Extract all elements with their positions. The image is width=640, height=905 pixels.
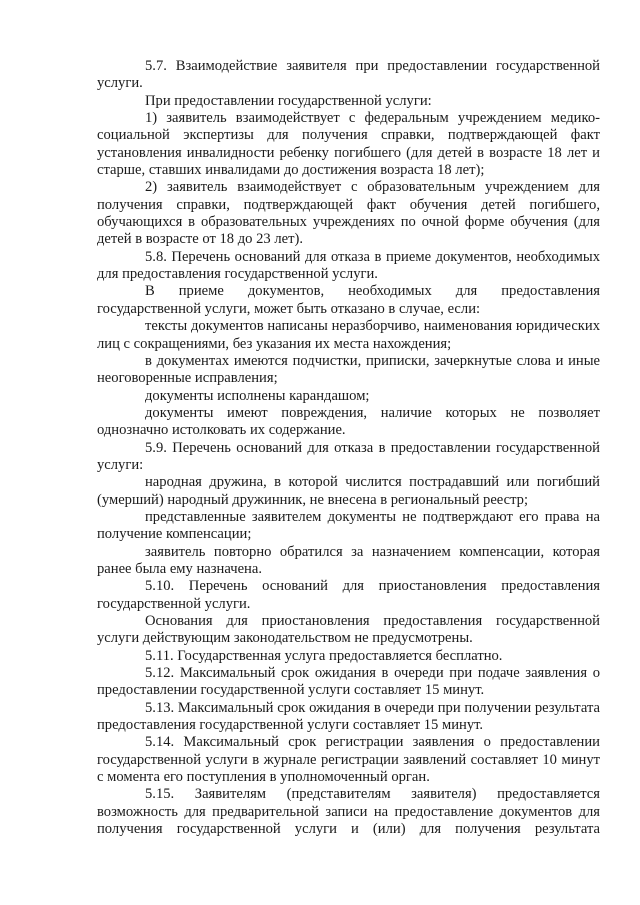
list-item-2: 2) заявитель взаимодействует с образовательным учреждением для получения справки, подтверждающей факт обучения детей погибшего, обучающихся в образовательных учреждениях по очной форме обучения (для детей в возрасте от 18 до 23 лет). <box>97 179 600 248</box>
paragraph-refusal-intro: В приеме документов, необходимых для предоставления государственной услуги, может быть отказано в случае, если: <box>97 283 600 317</box>
paragraph-5-11: 5.11. Государственная услуга предоставляется бесплатно. <box>145 647 503 664</box>
paragraph-5-12: 5.12. Максимальный срок ожидания в очереди при подаче заявления о предоставлении государственной услуги составляет 15 минут. <box>97 665 600 699</box>
list-item-1: 1) заявитель взаимодействует с федеральным учреждением медико-социальной экспертизы для получения справки, подтверждающей факт установления инвалидности ребенку погибшего (для детей в возрасте 18 лет и старше, ставших инвалидами до достижения возраста 18 лет); <box>97 110 600 179</box>
denial-reason-documents: представленные заявителем документы не подтверждают его права на получение компенсации; <box>97 508 600 543</box>
paragraph-5-14: 5.14. Максимальный срок регистрации заявления о предоставлении государственной услуги в журнале регистрации заявлений составляет 10 минут с момента его поступления в уполномоченный орган. <box>97 734 600 786</box>
paragraph-5-10: 5.10. Перечень оснований для приостановления предоставления государственной услуги. <box>97 578 600 612</box>
paragraph-5-9: 5.9. Перечень оснований для отказа в предоставлении государственной услуги: <box>97 439 600 473</box>
paragraph-5-8: 5.8. Перечень оснований для отказа в приеме документов, необходимых для предоставления государственной услуги. <box>97 248 600 283</box>
refusal-reason-pencil: документы исполнены карандашом; <box>145 387 370 404</box>
refusal-reason-erasures: в документах имеются подчистки, приписки, зачеркнутые слова и иные неоговоренные исправления; <box>97 352 600 387</box>
refusal-reason-damage: документы имеют повреждения, наличие которых не позволяет однозначно истолковать их содержание. <box>97 404 600 439</box>
paragraph-suspension: Основания для приостановления предоставления государственной услуги действующим законодательством не предусмотрены. <box>97 613 600 647</box>
refusal-reason-illegible: тексты документов написаны неразборчиво, наименования юридических лиц с сокращениями, без указания их места нахождения; <box>97 318 600 352</box>
denial-reason-registry: народная дружина, в которой числится пострадавший или погибший (умерший) народный дружинник, не внесена в региональный реестр; <box>97 474 600 508</box>
paragraph-5-13: 5.13. Максимальный срок ожидания в очереди при получении результата предоставления государственной услуги составляет 15 минут. <box>97 699 600 734</box>
denial-reason-repeat: заявитель повторно обратился за назначением компенсации, которая ранее была ему назначена. <box>97 543 600 577</box>
paragraph-5-15: 5.15. Заявителям (представителям заявителя) предоставляется возможность для предварительной записи на предоставление документов для получения государственной услуги и (или) для получения результата <box>97 786 600 838</box>
paragraph-intro: При предоставлении государственной услуги: <box>145 92 432 109</box>
paragraph-5-7: 5.7. Взаимодействие заявителя при предоставлении государственной услуги. <box>97 58 600 92</box>
